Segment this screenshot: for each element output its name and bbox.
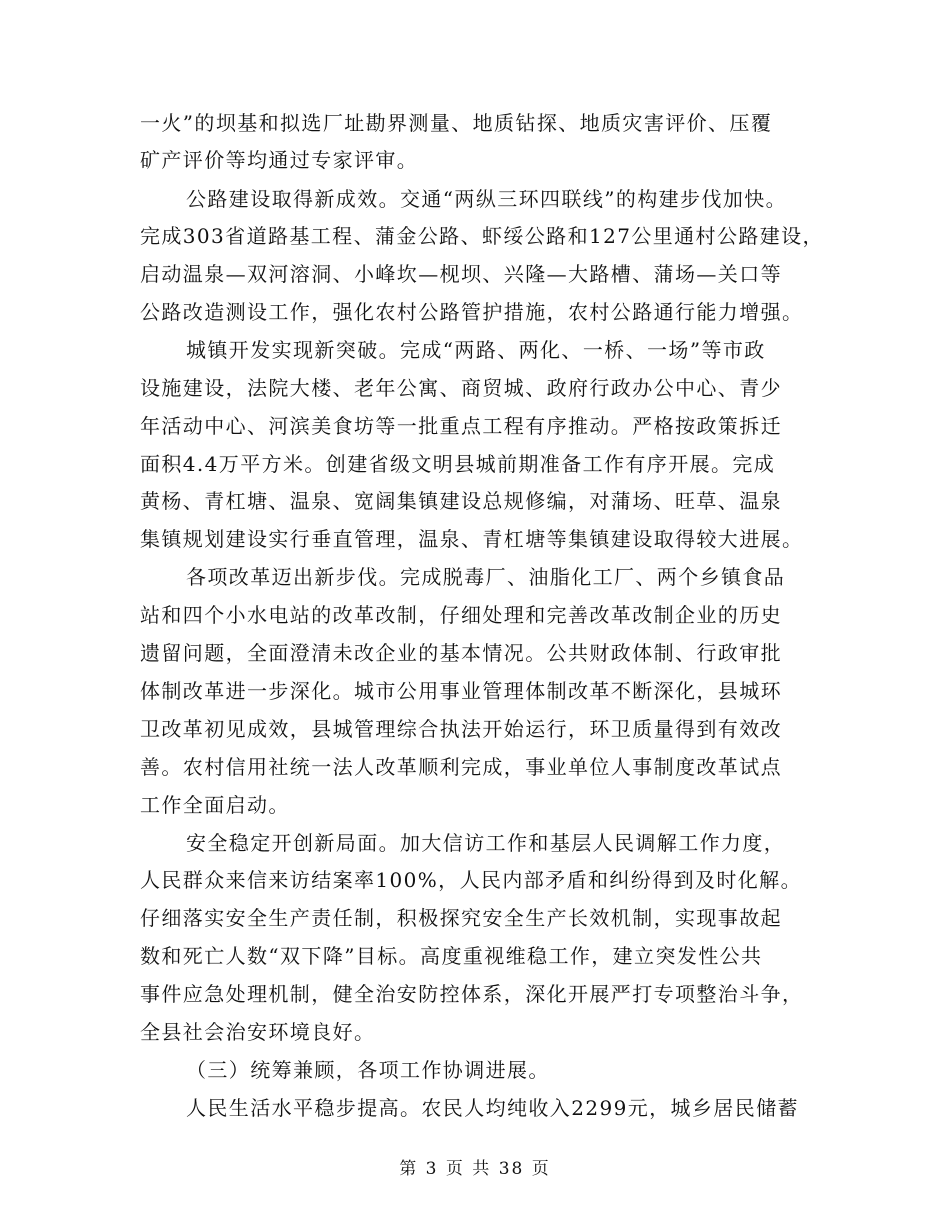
paragraph-start-line: 人民生活水平稳步提高。农民人均纯收入2299元，城乡居民储蓄	[186, 1096, 799, 1120]
text-line: 卫改革初见成效，县城管理综合执法开始运行，环卫质量得到有效改	[140, 717, 782, 741]
text-line: 数和死亡人数“双下降”目标。高度重视维稳工作，建立突发性公共	[140, 944, 763, 968]
text-line: 仔细落实安全生产责任制，积极探究安全生产长效机制，实现事故起	[140, 906, 782, 930]
text-line: 启动温泉—双河溶洞、小峰坎—枧坝、兴隆—大路槽、蒲场—关口等	[140, 262, 782, 286]
text-line: 善。农村信用社统一法人改革顺利完成，事业单位人事制度改革试点	[140, 755, 782, 779]
paragraph-start-line: 各项改革迈出新步伐。完成脱毒厂、油脂化工厂、两个乡镇食品	[186, 565, 786, 589]
text-line: 年活动中心、河滨美食坊等一批重点工程有序推动。严格按政策拆迁	[140, 414, 782, 438]
text-line: 全县社会治安环境良好。	[140, 1020, 376, 1044]
page-number-footer: 第 3 页 共 38 页	[399, 1159, 551, 1179]
text-line: 工作全面启动。	[140, 793, 290, 817]
text-line: 完成303省道路基工程、蒲金公路、虾绥公路和127公里通村公路建设，	[140, 224, 824, 248]
text-line: 体制改革进一步深化。城市公用事业管理体制改革不断深化，县城环	[140, 679, 782, 703]
text-line: 集镇规划建设实行垂直管理，温泉、青杠塘等集镇建设取得较大进展。	[140, 527, 804, 551]
section-heading: （三）统筹兼顾，各项工作协调进展。	[186, 1058, 550, 1082]
text-line: 一火”的坝基和拟选厂址勘界测量、地质钻探、地质灾害评价、压覆	[140, 111, 773, 135]
text-line: 站和四个小水电站的改革改制，仔细处理和完善改革改制企业的历史	[140, 603, 782, 627]
text-line: 公路改造测设工作，强化农村公路管护措施，农村公路通行能力增强。	[140, 300, 804, 324]
text-line: 矿产评价等均通过专家评审。	[140, 148, 419, 172]
paragraph-start-line: 城镇开发实现新突破。完成“两路、两化、一桥、一场”等市政	[186, 338, 766, 362]
text-line: 人民群众来信来访结案率100%，人民内部矛盾和纠纷得到及时化解。	[140, 868, 802, 892]
text-line: 遗留问题，全面澄清未改企业的基本情况。公共财政体制、行政审批	[140, 641, 782, 665]
text-line: 面积4.4万平方米。创建省级文明县城前期准备工作有序开展。完成	[140, 452, 776, 476]
text-line: 黄杨、青杠塘、温泉、宽阔集镇建设总规修编，对蒲场、旺草、温泉	[140, 489, 782, 513]
text-line: 事件应急处理机制，健全治安防控体系，深化开展严打专项整治斗争，	[140, 982, 804, 1006]
paragraph-start-line: 公路建设取得新成效。交通“两纵三环四联线”的构建步伐加快。	[186, 187, 788, 211]
text-line: 设施建设，法院大楼、老年公寓、商贸城、政府行政办公中心、青少	[140, 376, 782, 400]
paragraph-start-line: 安全稳定开创新局面。加大信访工作和基层人民调解工作力度，	[186, 831, 786, 855]
